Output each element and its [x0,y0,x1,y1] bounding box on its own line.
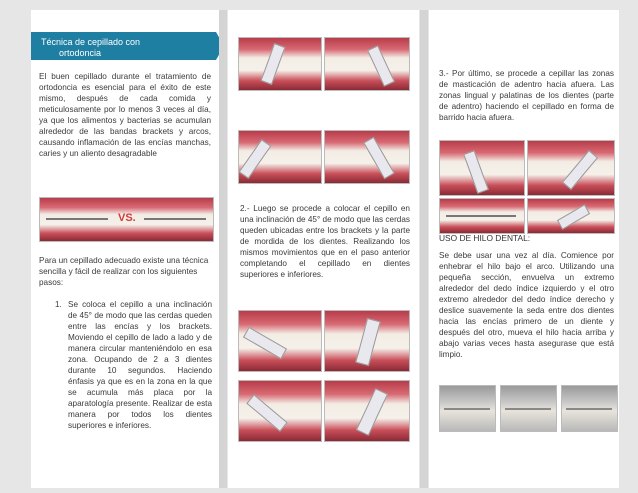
toothbrush-10 [562,150,598,190]
brushing-photo-5 [238,310,322,372]
intro-paragraph: El buen cepillado durante el tratamiento de ortodoncia es esencial para el éxito de este mismo, después de cada comida y meticulosamente por lo menos 3 veces al día, ya que los alimentos y bacterias se acumulan alrededor de las bandas brackets y arcos, causando inflamación de las encías manchas, caries y un aliento desagradable [39,72,211,158]
technique-lead: Para un cepillado adecuado existe una técnica sencilla y fácil de realizar con los siguientes pasos: [39,256,209,287]
panel-left [31,10,219,488]
chewing-surface-photo-1 [439,140,525,196]
floss-heading: USO DE HILO DENTAL: [439,233,531,243]
banner-title-line2: ortodoncia [59,48,102,58]
panel-divider-2 [420,10,428,488]
brushing-photo-4 [324,130,410,184]
banner-title-line1: Técnica de cepillado con [41,37,141,47]
brushing-photo-6 [324,310,410,372]
toothbrush-1 [261,43,286,85]
title-banner [31,32,216,60]
vs-label: VS. [118,212,136,224]
step1-text: Se coloca el cepillo a una inclinación de 45° de modo que las cerdas queden entre las encías y los brackets. Moviendo el cepillo de lado a lado y de manera circular manteniéndolo en esa zona. Ocupando de 2 a 3 dientes durante 10 segundos. Haciendo énfasis ya que es en la zona en la que se acumula más placa por la aparatología presente. Realizar de esta manera por todos los dientes superiores e inferiores. [68,300,212,430]
floss-archwire-1 [444,408,490,410]
floss-archwire-3 [566,408,612,410]
toothbrush-5 [243,327,287,359]
floss-archwire-2 [505,408,551,410]
toothbrush-6 [355,318,380,366]
archwire-left [46,218,108,220]
archwire-right [144,218,206,220]
chewing-surface-photo-2 [527,140,615,196]
brushing-photo-2 [324,37,410,91]
panel-middle [228,10,419,488]
panel-divider-1 [219,10,227,488]
toothbrush-8 [356,388,388,436]
step2-text: 2.- Luego se procede a colocar el cepillo en una inclinación de 45° de modo que las cerdas queden ubicadas entre los brackets y la parte de mordida de los dientes. Realizando los mismos movimientos que en el paso anterior completando el cepillado en dientes superiores e inferiores. [240,204,410,279]
brushing-photo-8 [324,380,410,442]
chewing-surface-photo-3 [439,198,525,234]
brushing-photo-3 [238,130,322,184]
braces-comparison-photo [39,197,214,242]
floss-photo-3 [561,385,618,432]
toothbrush-2 [367,45,395,86]
chewing-surface-photo-4 [527,198,615,234]
step1-number: 1. [55,300,62,309]
brushing-photo-1 [238,37,322,91]
toothbrush-9 [463,150,489,194]
brushing-photo-7 [238,380,322,442]
panel-right [429,10,619,488]
archwire-3 [446,215,516,217]
floss-paragraph: Se debe usar una vez al día. Comience por enhebrar el hilo bajo el arco. Utilizando una pequeña sección, envuelva un extremo alrededor del dedo índice izquierdo y el otro extremo alrededor del dedo índice derecho y deslice suavemente la seda entre dos dientes hacia las encías primero de un diente y después del otro, mueva el hilo hacia arriba y abajo varias veces hasta asegurase que está limpio. [439,251,614,359]
floss-photo-1 [439,385,496,432]
floss-photo-2 [500,385,557,432]
toothbrush-11 [557,204,590,230]
step3-text: 3.- Por último, se procede a cepillar las zonas de masticación de adentro hacia afuera. Las zonas lingual y palatinas de los dientes (parte de adentro) haciendo el cepillado en forma de barrido hacia afuera. [439,69,614,122]
toothbrush-4 [363,137,394,179]
toothbrush-7 [246,394,287,431]
toothbrush-3 [239,139,272,179]
